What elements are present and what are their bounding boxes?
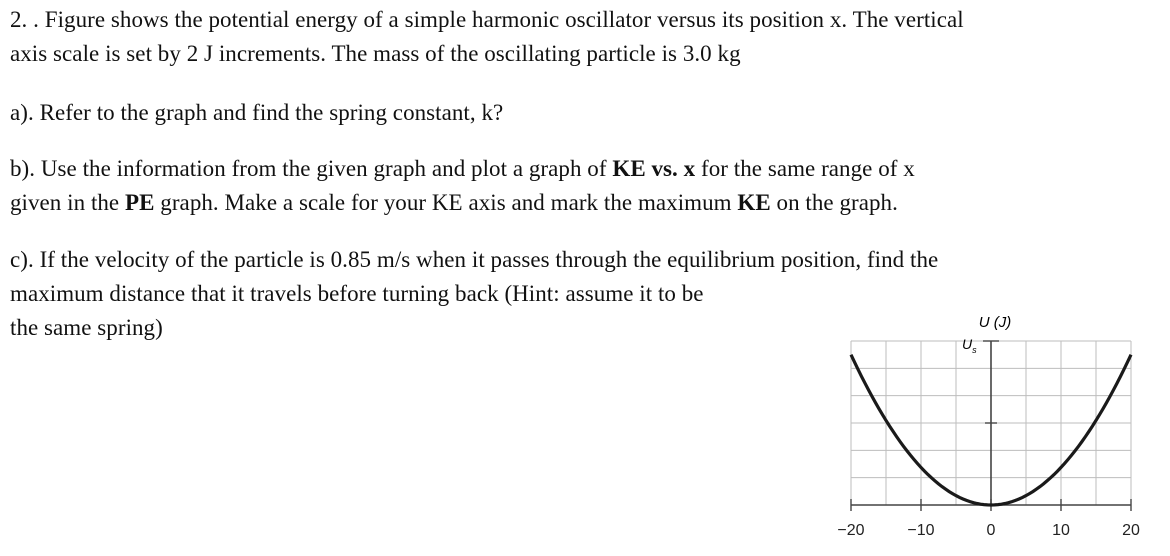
potential-energy-chart: [820, 305, 1170, 556]
part-b: [10, 152, 915, 220]
part-b-line-1: [10, 152, 915, 186]
us-marker-main: U: [962, 336, 973, 352]
x-tick-label: 10: [1052, 522, 1070, 539]
x-tick-label: 0: [986, 522, 996, 539]
part-b-line-2-mid: graph. Make a scale for your KE axis and mark the maximum: [154, 190, 738, 215]
y-axis-label: U (J): [978, 314, 1012, 331]
potential-energy-graph: [820, 305, 1170, 556]
x-tick-label: 20: [1122, 522, 1140, 539]
x-tick-labels: [837, 522, 1140, 539]
part-b-line-2-post: on the graph.: [770, 190, 898, 215]
us-axis-marker: [962, 336, 977, 355]
part-b-line-1-pre: b). Use the information from the given graph and plot a graph of: [10, 156, 613, 181]
intro-line-1: 2. . Figure shows the potential energy of a simple harmonic oscillator versus its position x. The vertical: [10, 7, 964, 32]
part-c: [10, 243, 938, 345]
part-b-line-1-post: for the same range of x: [695, 156, 915, 181]
part-b-line-2-pre: given in the: [10, 190, 125, 215]
x-tick-label: −20: [837, 522, 865, 539]
intro-line-2: axis scale is set by 2 J increments. The mass of the oscillating particle is 3.0 kg: [10, 41, 741, 66]
part-a-text: a). Refer to the graph and find the spring constant, k?: [10, 100, 504, 125]
part-b-ke-vs-x: KE vs. x: [612, 156, 696, 181]
part-b-ke: KE: [737, 190, 771, 215]
us-marker-sub: s: [972, 345, 977, 355]
part-c-line-1: c). If the velocity of the particle is 0.85 m/s when it passes through the equilibrium position, find the: [10, 247, 939, 272]
problem-intro: [10, 3, 964, 71]
part-c-line-3: the same spring): [10, 315, 163, 340]
part-c-line-2: maximum distance that it travels before turning back (Hint: assume it to be: [10, 281, 704, 306]
part-b-line-2: [10, 186, 915, 220]
x-tick-label: −10: [907, 522, 935, 539]
part-a: [10, 96, 503, 130]
part-b-pe: PE: [125, 190, 155, 215]
